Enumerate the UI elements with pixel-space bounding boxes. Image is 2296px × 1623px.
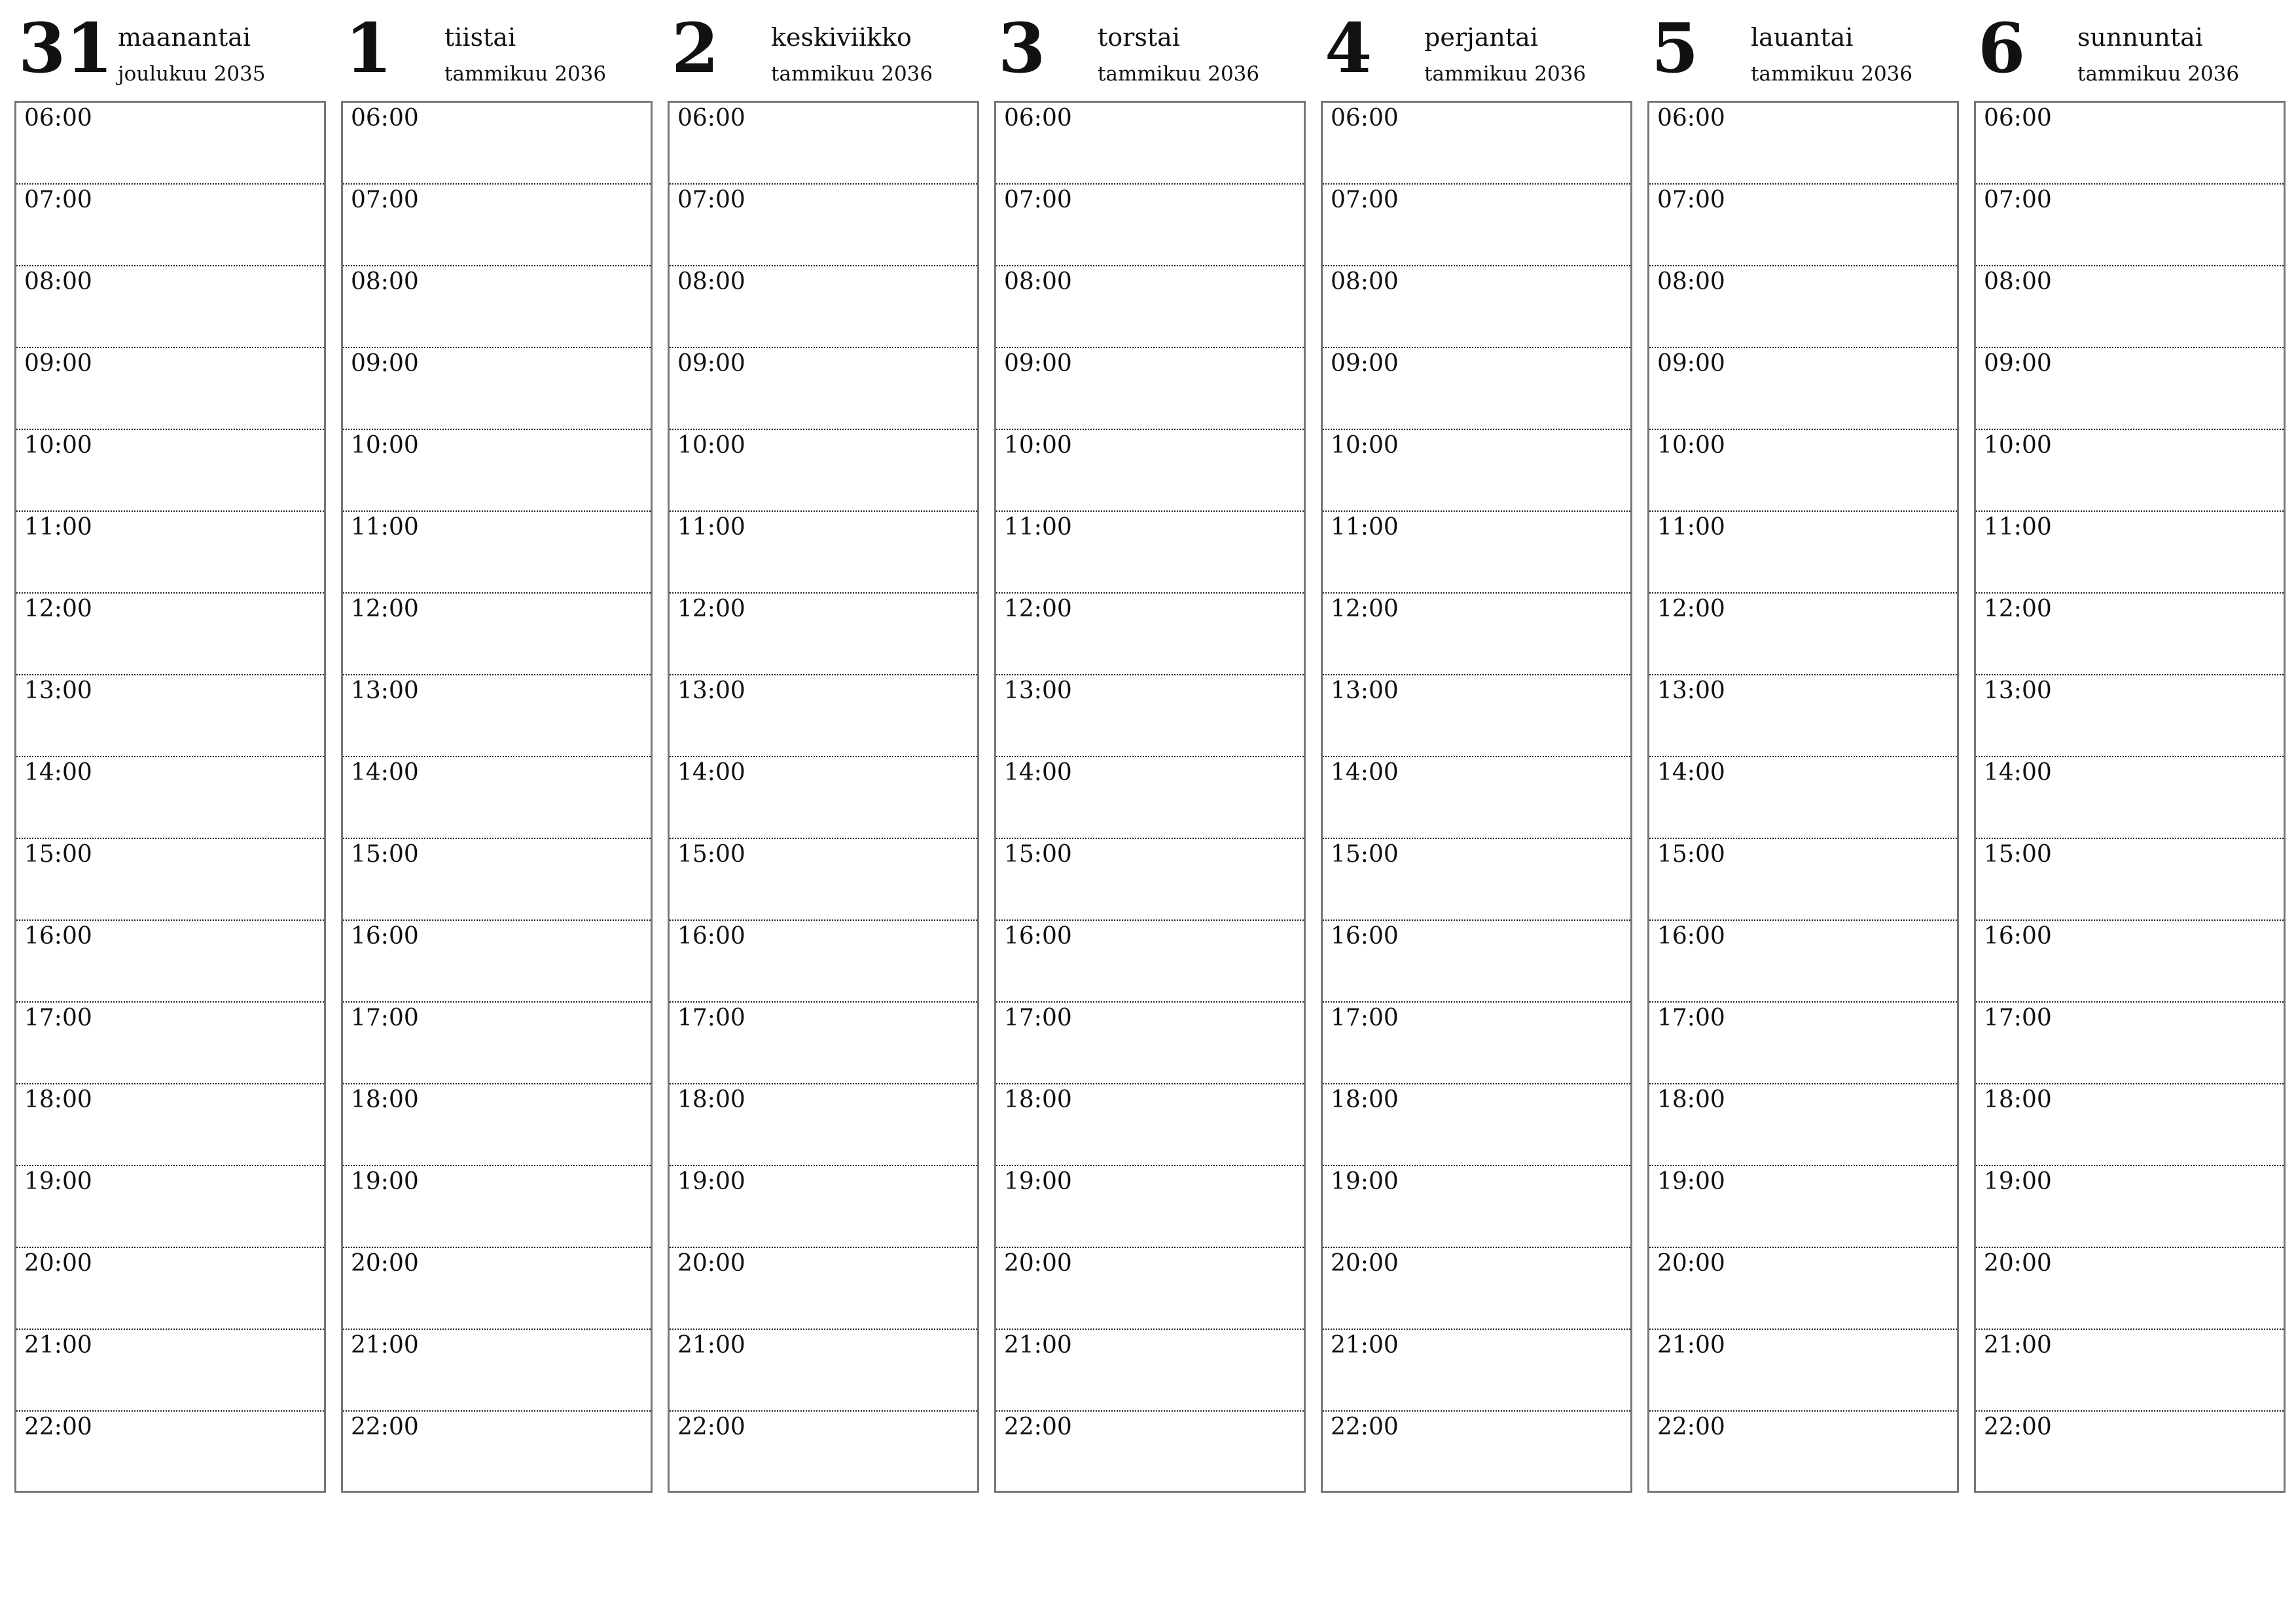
slot-time-label: 14:00	[1004, 759, 1072, 786]
weekday-name: lauantai	[1751, 23, 1854, 52]
time-slot[interactable]	[670, 1003, 977, 1084]
time-slot[interactable]	[1976, 757, 2284, 839]
time-slot[interactable]	[1323, 266, 1630, 348]
time-slot[interactable]	[1976, 512, 2284, 594]
time-slot[interactable]	[343, 921, 651, 1003]
time-slot[interactable]	[343, 839, 651, 921]
time-slot[interactable]	[670, 512, 977, 594]
time-slot[interactable]	[1323, 1003, 1630, 1084]
slot-time-label: 07:00	[1331, 187, 1399, 213]
weekday-name: torstai	[1098, 23, 1180, 52]
slot-time-label: 18:00	[1984, 1086, 2052, 1113]
slot-time-label: 14:00	[1657, 759, 1725, 786]
time-slot[interactable]	[1649, 757, 1957, 839]
slot-time-label: 09:00	[24, 350, 92, 377]
time-slot[interactable]	[670, 1330, 977, 1412]
slot-time-label: 17:00	[1657, 1005, 1725, 1031]
day-schedule-box	[1647, 101, 1959, 1493]
time-slot[interactable]	[16, 1084, 324, 1166]
slot-time-label: 15:00	[1331, 841, 1399, 868]
slot-time-label: 07:00	[1657, 187, 1725, 213]
day-schedule-box	[1974, 101, 2286, 1493]
slot-time-label: 16:00	[351, 923, 419, 950]
slot-time-label: 12:00	[1657, 596, 1725, 622]
slot-time-label: 12:00	[1984, 596, 2052, 622]
slot-time-label: 18:00	[1657, 1086, 1725, 1113]
slot-time-label: 07:00	[1984, 187, 2052, 213]
time-slot[interactable]	[343, 430, 651, 512]
slot-time-label: 19:00	[351, 1168, 419, 1195]
time-slot[interactable]	[1649, 1330, 1957, 1412]
slot-time-label: 19:00	[1331, 1168, 1399, 1195]
time-slot[interactable]	[1976, 1003, 2284, 1084]
day-column	[1974, 0, 2286, 1499]
time-slot[interactable]	[1323, 348, 1630, 430]
time-slot[interactable]	[16, 103, 324, 185]
time-slot[interactable]	[670, 430, 977, 512]
time-slot[interactable]	[1323, 757, 1630, 839]
time-slot[interactable]	[670, 1166, 977, 1248]
slot-time-label: 12:00	[1331, 596, 1399, 622]
slot-time-label: 22:00	[1984, 1414, 2052, 1440]
slot-time-label: 19:00	[1004, 1168, 1072, 1195]
time-slot[interactable]	[996, 594, 1304, 675]
day-column	[14, 0, 326, 1499]
time-slot[interactable]	[670, 757, 977, 839]
day-number: 4	[1325, 8, 1372, 88]
slot-time-label: 21:00	[1331, 1332, 1399, 1359]
slot-time-label: 17:00	[1984, 1005, 2052, 1031]
time-slot[interactable]	[996, 1330, 1304, 1412]
time-slot[interactable]	[1976, 1412, 2284, 1493]
time-slot[interactable]	[1976, 185, 2284, 266]
slot-time-label: 13:00	[1984, 677, 2052, 704]
slot-time-label: 12:00	[677, 596, 745, 622]
slot-time-label: 10:00	[677, 432, 745, 459]
slot-time-label: 13:00	[351, 677, 419, 704]
time-slot[interactable]	[996, 839, 1304, 921]
slot-time-label: 08:00	[351, 268, 419, 295]
slot-time-label: 19:00	[1984, 1168, 2052, 1195]
time-slot[interactable]	[1649, 430, 1957, 512]
day-schedule-box	[14, 101, 326, 1493]
day-column	[668, 0, 979, 1499]
time-slot[interactable]	[1323, 594, 1630, 675]
slot-time-label: 10:00	[24, 432, 92, 459]
time-slot[interactable]	[1976, 1166, 2284, 1248]
time-slot[interactable]	[1976, 1330, 2284, 1412]
time-slot[interactable]	[996, 266, 1304, 348]
month-year: tammikuu 2036	[771, 62, 933, 86]
time-slot[interactable]	[1649, 675, 1957, 757]
slot-time-label: 11:00	[1331, 514, 1399, 541]
time-slot[interactable]	[1649, 348, 1957, 430]
time-slot[interactable]	[343, 1003, 651, 1084]
slot-time-label: 16:00	[677, 923, 745, 950]
slot-time-label: 18:00	[1331, 1086, 1399, 1113]
time-slot[interactable]	[16, 1003, 324, 1084]
slot-time-label: 21:00	[1004, 1332, 1072, 1359]
day-schedule-box	[668, 101, 979, 1493]
time-slot[interactable]	[343, 1248, 651, 1330]
time-slot[interactable]	[1649, 512, 1957, 594]
time-slot[interactable]	[670, 675, 977, 757]
time-slot[interactable]	[996, 1003, 1304, 1084]
time-slot[interactable]	[343, 675, 651, 757]
time-slot[interactable]	[1323, 1166, 1630, 1248]
slot-time-label: 15:00	[24, 841, 92, 868]
slot-time-label: 11:00	[677, 514, 745, 541]
slot-time-label: 10:00	[1984, 432, 2052, 459]
slot-time-label: 16:00	[1331, 923, 1399, 950]
day-header	[668, 0, 979, 98]
slot-time-label: 07:00	[1004, 187, 1072, 213]
slot-time-label: 22:00	[1331, 1414, 1399, 1440]
slot-time-label: 15:00	[1984, 841, 2052, 868]
time-slot[interactable]	[670, 594, 977, 675]
time-slot[interactable]	[343, 1166, 651, 1248]
slot-time-label: 11:00	[351, 514, 419, 541]
slot-time-label: 18:00	[677, 1086, 745, 1113]
time-slot[interactable]	[670, 921, 977, 1003]
time-slot[interactable]	[996, 1248, 1304, 1330]
time-slot[interactable]	[343, 1084, 651, 1166]
slot-time-label: 10:00	[1657, 432, 1725, 459]
slot-time-label: 06:00	[677, 105, 745, 132]
time-slot[interactable]	[1649, 594, 1957, 675]
slot-time-label: 22:00	[351, 1414, 419, 1440]
time-slot[interactable]	[16, 1412, 324, 1493]
slot-time-label: 14:00	[677, 759, 745, 786]
slot-time-label: 17:00	[351, 1005, 419, 1031]
slot-time-label: 09:00	[1331, 350, 1399, 377]
time-slot[interactable]	[16, 512, 324, 594]
month-year: tammikuu 2036	[1098, 62, 1260, 86]
slot-time-label: 13:00	[24, 677, 92, 704]
day-header	[1647, 0, 1959, 98]
month-year: tammikuu 2036	[1751, 62, 1913, 86]
day-column	[341, 0, 653, 1499]
day-number: 31	[18, 8, 113, 88]
slot-time-label: 13:00	[677, 677, 745, 704]
time-slot[interactable]	[996, 103, 1304, 185]
slot-time-label: 16:00	[24, 923, 92, 950]
weekday-name: perjantai	[1424, 23, 1538, 52]
slot-time-label: 10:00	[1004, 432, 1072, 459]
day-schedule-box	[1321, 101, 1632, 1493]
time-slot[interactable]	[1649, 266, 1957, 348]
day-schedule-box	[994, 101, 1306, 1493]
time-slot[interactable]	[343, 512, 651, 594]
time-slot[interactable]	[996, 348, 1304, 430]
slot-time-label: 09:00	[677, 350, 745, 377]
slot-time-label: 20:00	[1657, 1250, 1725, 1277]
slot-time-label: 22:00	[24, 1414, 92, 1440]
slot-time-label: 11:00	[1004, 514, 1072, 541]
month-year: tammikuu 2036	[2077, 62, 2240, 86]
time-slot[interactable]	[1976, 103, 2284, 185]
time-slot[interactable]	[1976, 594, 2284, 675]
time-slot[interactable]	[670, 1248, 977, 1330]
day-number: 3	[998, 8, 1046, 88]
time-slot[interactable]	[1323, 921, 1630, 1003]
time-slot[interactable]	[670, 103, 977, 185]
slot-time-label: 21:00	[1657, 1332, 1725, 1359]
time-slot[interactable]	[1649, 1084, 1957, 1166]
slot-time-label: 22:00	[677, 1414, 745, 1440]
time-slot[interactable]	[16, 839, 324, 921]
time-slot[interactable]	[16, 757, 324, 839]
time-slot[interactable]	[16, 594, 324, 675]
slot-time-label: 06:00	[1984, 105, 2052, 132]
time-slot[interactable]	[1323, 103, 1630, 185]
day-number: 5	[1651, 8, 1699, 88]
time-slot[interactable]	[1976, 348, 2284, 430]
slot-time-label: 18:00	[1004, 1086, 1072, 1113]
time-slot[interactable]	[16, 348, 324, 430]
slot-time-label: 20:00	[1984, 1250, 2052, 1277]
time-slot[interactable]	[1649, 921, 1957, 1003]
weekday-name: keskiviikko	[771, 23, 912, 52]
day-column	[994, 0, 1306, 1499]
slot-time-label: 11:00	[1984, 514, 2052, 541]
time-slot[interactable]	[996, 1412, 1304, 1493]
slot-time-label: 17:00	[677, 1005, 745, 1031]
day-number: 1	[345, 8, 393, 88]
slot-time-label: 11:00	[1657, 514, 1725, 541]
weekly-planner	[14, 0, 2286, 1505]
slot-time-label: 10:00	[1331, 432, 1399, 459]
slot-time-label: 08:00	[677, 268, 745, 295]
time-slot[interactable]	[1323, 1084, 1630, 1166]
time-slot[interactable]	[343, 1330, 651, 1412]
slot-time-label: 15:00	[677, 841, 745, 868]
time-slot[interactable]	[16, 430, 324, 512]
day-schedule-box	[341, 101, 653, 1493]
time-slot[interactable]	[670, 266, 977, 348]
time-slot[interactable]	[1649, 839, 1957, 921]
day-number: 6	[1978, 8, 2026, 88]
time-slot[interactable]	[1323, 675, 1630, 757]
slot-time-label: 06:00	[351, 105, 419, 132]
time-slot[interactable]	[996, 1084, 1304, 1166]
time-slot[interactable]	[1323, 185, 1630, 266]
slot-time-label: 06:00	[1004, 105, 1072, 132]
time-slot[interactable]	[1323, 1412, 1630, 1493]
slot-time-label: 12:00	[351, 596, 419, 622]
time-slot[interactable]	[1323, 839, 1630, 921]
time-slot[interactable]	[343, 103, 651, 185]
month-year: tammikuu 2036	[1424, 62, 1587, 86]
day-header	[1321, 0, 1632, 98]
slot-time-label: 13:00	[1331, 677, 1399, 704]
month-year: joulukuu 2035	[118, 62, 266, 86]
time-slot[interactable]	[1649, 1412, 1957, 1493]
month-year: tammikuu 2036	[444, 62, 607, 86]
day-column	[1647, 0, 1959, 1499]
time-slot[interactable]	[16, 1248, 324, 1330]
time-slot[interactable]	[343, 185, 651, 266]
slot-time-label: 17:00	[1331, 1005, 1399, 1031]
time-slot[interactable]	[1323, 430, 1630, 512]
slot-time-label: 15:00	[1004, 841, 1072, 868]
time-slot[interactable]	[16, 675, 324, 757]
time-slot[interactable]	[343, 348, 651, 430]
time-slot[interactable]	[996, 921, 1304, 1003]
time-slot[interactable]	[343, 757, 651, 839]
slot-time-label: 20:00	[351, 1250, 419, 1277]
time-slot[interactable]	[1323, 1248, 1630, 1330]
time-slot[interactable]	[996, 430, 1304, 512]
slot-time-label: 15:00	[351, 841, 419, 868]
slot-time-label: 08:00	[1004, 268, 1072, 295]
time-slot[interactable]	[1976, 921, 2284, 1003]
day-header	[994, 0, 1306, 98]
slot-time-label: 21:00	[677, 1332, 745, 1359]
time-slot[interactable]	[1976, 839, 2284, 921]
slot-time-label: 21:00	[351, 1332, 419, 1359]
time-slot[interactable]	[996, 512, 1304, 594]
slot-time-label: 09:00	[351, 350, 419, 377]
time-slot[interactable]	[670, 1412, 977, 1493]
time-slot[interactable]	[996, 185, 1304, 266]
slot-time-label: 06:00	[1331, 105, 1399, 132]
slot-time-label: 19:00	[677, 1168, 745, 1195]
slot-time-label: 15:00	[1657, 841, 1725, 868]
slot-time-label: 12:00	[1004, 596, 1072, 622]
slot-time-label: 18:00	[24, 1086, 92, 1113]
time-slot[interactable]	[996, 675, 1304, 757]
slot-time-label: 07:00	[24, 187, 92, 213]
time-slot[interactable]	[996, 1166, 1304, 1248]
time-slot[interactable]	[1323, 512, 1630, 594]
slot-time-label: 14:00	[351, 759, 419, 786]
slot-time-label: 09:00	[1984, 350, 2052, 377]
slot-time-label: 19:00	[24, 1168, 92, 1195]
slot-time-label: 14:00	[1331, 759, 1399, 786]
time-slot[interactable]	[1976, 430, 2284, 512]
slot-time-label: 08:00	[1331, 268, 1399, 295]
time-slot[interactable]	[16, 921, 324, 1003]
slot-time-label: 19:00	[1657, 1168, 1725, 1195]
slot-time-label: 08:00	[24, 268, 92, 295]
time-slot[interactable]	[343, 594, 651, 675]
time-slot[interactable]	[343, 266, 651, 348]
slot-time-label: 21:00	[1984, 1332, 2052, 1359]
slot-time-label: 08:00	[1657, 268, 1725, 295]
slot-time-label: 06:00	[24, 105, 92, 132]
time-slot[interactable]	[1323, 1330, 1630, 1412]
day-header	[341, 0, 653, 98]
slot-time-label: 20:00	[24, 1250, 92, 1277]
time-slot[interactable]	[1976, 675, 2284, 757]
slot-time-label: 07:00	[677, 187, 745, 213]
time-slot[interactable]	[16, 185, 324, 266]
time-slot[interactable]	[1649, 103, 1957, 185]
time-slot[interactable]	[1649, 185, 1957, 266]
time-slot[interactable]	[670, 839, 977, 921]
slot-time-label: 07:00	[351, 187, 419, 213]
slot-time-label: 16:00	[1984, 923, 2052, 950]
weekday-name: sunnuntai	[2077, 23, 2203, 52]
slot-time-label: 16:00	[1657, 923, 1725, 950]
time-slot[interactable]	[1649, 1166, 1957, 1248]
time-slot[interactable]	[670, 1084, 977, 1166]
time-slot[interactable]	[16, 266, 324, 348]
slot-time-label: 13:00	[1657, 677, 1725, 704]
slot-time-label: 17:00	[24, 1005, 92, 1031]
slot-time-label: 12:00	[24, 596, 92, 622]
day-header	[14, 0, 326, 98]
time-slot[interactable]	[16, 1330, 324, 1412]
time-slot[interactable]	[1976, 1084, 2284, 1166]
slot-time-label: 08:00	[1984, 268, 2052, 295]
weekday-name: tiistai	[444, 23, 516, 52]
day-header	[1974, 0, 2286, 98]
day-column	[1321, 0, 1632, 1499]
slot-time-label: 22:00	[1004, 1414, 1072, 1440]
slot-time-label: 10:00	[351, 432, 419, 459]
slot-time-label: 18:00	[351, 1086, 419, 1113]
slot-time-label: 09:00	[1004, 350, 1072, 377]
slot-time-label: 21:00	[24, 1332, 92, 1359]
time-slot[interactable]	[1976, 266, 2284, 348]
time-slot[interactable]	[343, 1412, 651, 1493]
slot-time-label: 20:00	[1004, 1250, 1072, 1277]
time-slot[interactable]	[1649, 1248, 1957, 1330]
day-number: 2	[672, 8, 719, 88]
slot-time-label: 20:00	[677, 1250, 745, 1277]
slot-time-label: 14:00	[24, 759, 92, 786]
weekday-name: maanantai	[118, 23, 251, 52]
slot-time-label: 20:00	[1331, 1250, 1399, 1277]
slot-time-label: 14:00	[1984, 759, 2052, 786]
slot-time-label: 17:00	[1004, 1005, 1072, 1031]
time-slot[interactable]	[670, 185, 977, 266]
slot-time-label: 09:00	[1657, 350, 1725, 377]
time-slot[interactable]	[1976, 1248, 2284, 1330]
slot-time-label: 13:00	[1004, 677, 1072, 704]
slot-time-label: 06:00	[1657, 105, 1725, 132]
time-slot[interactable]	[670, 348, 977, 430]
time-slot[interactable]	[16, 1166, 324, 1248]
slot-time-label: 11:00	[24, 514, 92, 541]
slot-time-label: 16:00	[1004, 923, 1072, 950]
time-slot[interactable]	[996, 757, 1304, 839]
time-slot[interactable]	[1649, 1003, 1957, 1084]
slot-time-label: 22:00	[1657, 1414, 1725, 1440]
